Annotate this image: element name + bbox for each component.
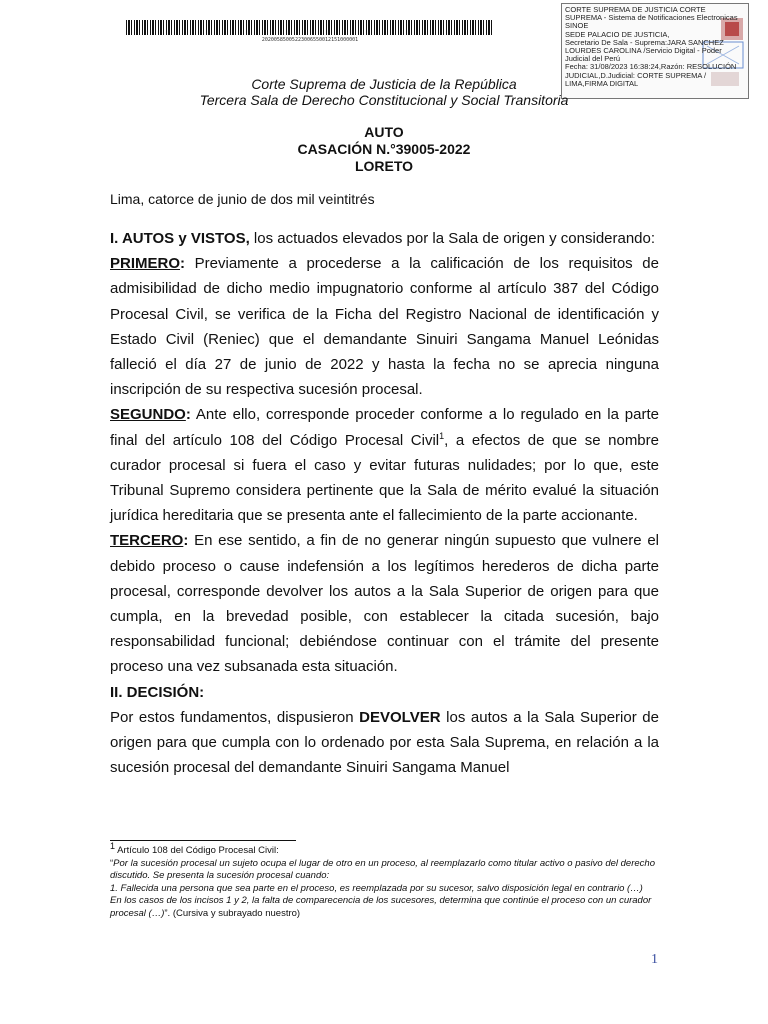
court-header	[0, 76, 768, 108]
paragraph-label: TERCERO:	[110, 532, 189, 550]
page-number: 1	[651, 952, 658, 967]
paragraph-text: En ese sentido, a fin de no generar ningún supuesto que vulnere el debido proceso o cause indefensión a los legítimos herederos de dicha parte procesal, corresponde devolver los autos a la Sala Superior de origen para que cumpla, en la brevedad posible, con establecer la citada sucesión, bajo responsabilidad funcional; debiéndose continuar con el trámite del presente proceso una vez subsanada esta situación.	[110, 532, 659, 676]
footnote-text: Por la sucesión procesal un sujeto ocupa el lugar de otro en un proceso, al reemplazarlo como titular activo o pasivo del derecho discutido. Se presenta la sucesión procesal cuando:	[110, 857, 655, 882]
paragraph-label-text: PRIMERO	[110, 255, 181, 273]
paragraph-label-text: SEGUNDO	[110, 406, 186, 424]
paragraph-text: los actuados elevados por la Sala de origen y considerando:	[249, 230, 656, 247]
footnote-text: En los casos de los incisos 1 y 2, la falta de comparecencia de los sucesores, determina que continúe el proceso con un curador procesal (…)	[110, 895, 652, 919]
footnote-quote	[110, 858, 662, 883]
paragraph-segundo	[110, 402, 659, 528]
quote-mark: “	[110, 857, 114, 869]
signature-line: CORTE SUPREMA DE JUSTICIA CORTE	[565, 5, 706, 14]
case-place: LORETO	[354, 158, 414, 174]
footnotes	[110, 840, 662, 921]
paragraph-label: SEGUNDO:	[110, 406, 191, 424]
signature-line: SUPREMA - Sistema de Notificaciones Electronicas	[565, 13, 738, 23]
barcode-number: 20200585005223006550012151000001	[261, 37, 359, 43]
signature-line: Judicial del Perú	[565, 54, 621, 64]
paragraph-text: , a efectos de que se nombre curador procesal si fuera el caso y evitar futuras nulidades; por lo que, este Tribunal Supremo considera pertinente que la Sala de mérito evalué la situación jurídica hereditaria que se presenta ante el fallecimiento de la parte accionante.	[110, 431, 659, 525]
footnote-note: ”. (Cursiva y subrayado nuestro)	[164, 907, 301, 919]
signature-line: Fecha: 31/08/2023 16:38:24,Razón: RESOLUCIÓN	[565, 62, 737, 72]
signature-line: LOURDES CAROLINA /Servicio Digital - Poder	[565, 46, 722, 56]
decision-keyword: DEVOLVER	[359, 708, 441, 726]
paragraph-decision	[110, 705, 659, 781]
paragraph-label: PRIMERO:	[110, 255, 186, 273]
document-barcode	[126, 20, 494, 43]
section-heading: I. AUTOS y VISTOS,	[110, 230, 250, 247]
section-heading-decision: II. DECISIÓN:	[110, 683, 205, 701]
document-type: AUTO	[364, 124, 404, 140]
signature-line: SINOE	[565, 21, 589, 31]
signature-line: LIMA,FIRMA DIGITAL	[565, 78, 639, 88]
paragraph-text: los autos a la Sala Superior de origen para que cumpla con lo ordenado por esta Sala Suprema, en relación a la sucesión procesal del demandante Sinuiri Sangama Manuel	[110, 708, 659, 777]
court-name: Corte Suprema de Justicia de la República	[251, 76, 517, 92]
document-body	[110, 226, 659, 780]
paragraph-text: Ante ello, corresponde proceder conforme a lo regulado en la parte final del artículo 108 del Código Procesal Civil	[110, 406, 659, 449]
barcode-bars	[126, 20, 494, 35]
paragraph-text: Previamente a procederse a la calificación de los requisitos de admisibilidad de dicho medio impugnatorio conforme al artículo 387 del Código Procesal Civil, se verifica de la Ficha del Registro Nacional de identificación y Estado Civil (Reniec) que el demandante Sinuiri Sangama Manuel Leónidas falleció el día 27 de junio de 2022 y hasta la fecha no se aprecia ninguna inscripción de su respectiva sucesión procesal.	[110, 255, 659, 399]
footnote-marker: 1	[110, 840, 116, 851]
date-line: Lima, catorce de junio de dos mil veintitrés	[110, 191, 375, 207]
paragraph-text: Por estos fundamentos, dispusieron	[110, 708, 360, 726]
footnote-divider	[110, 840, 296, 841]
chamber-name: Tercera Sala de Derecho Constitucional y Social Transitoria	[199, 92, 569, 108]
signature-line: JUDICIAL,D.Judicial: CORTE SUPREMA /	[565, 70, 707, 80]
paragraph-tercero	[110, 528, 659, 679]
paragraph-label-text: TERCERO	[110, 532, 184, 550]
footnote-quote-end	[110, 895, 662, 920]
signature-line: SEDE PALACIO DE JUSTICIA,	[565, 29, 670, 39]
signature-line: Secretario De Sala - Suprema:JARA SANCHEZ	[565, 37, 724, 47]
footnote-title	[110, 840, 662, 858]
footnote-text: Artículo 108 del Código Procesal Civil:	[115, 845, 279, 856]
paragraph-autos-vistos	[110, 226, 659, 251]
footnote-reference: 1	[439, 430, 445, 441]
case-number: CASACIÓN N.°39005-2022	[297, 141, 471, 157]
document-title	[0, 124, 768, 175]
paragraph-primero	[110, 251, 659, 402]
footnote-text: 1. Fallecida una persona que sea parte en el proceso, es reemplazada por su sucesor, salvo disposición legal en contrario (…)	[110, 882, 643, 894]
